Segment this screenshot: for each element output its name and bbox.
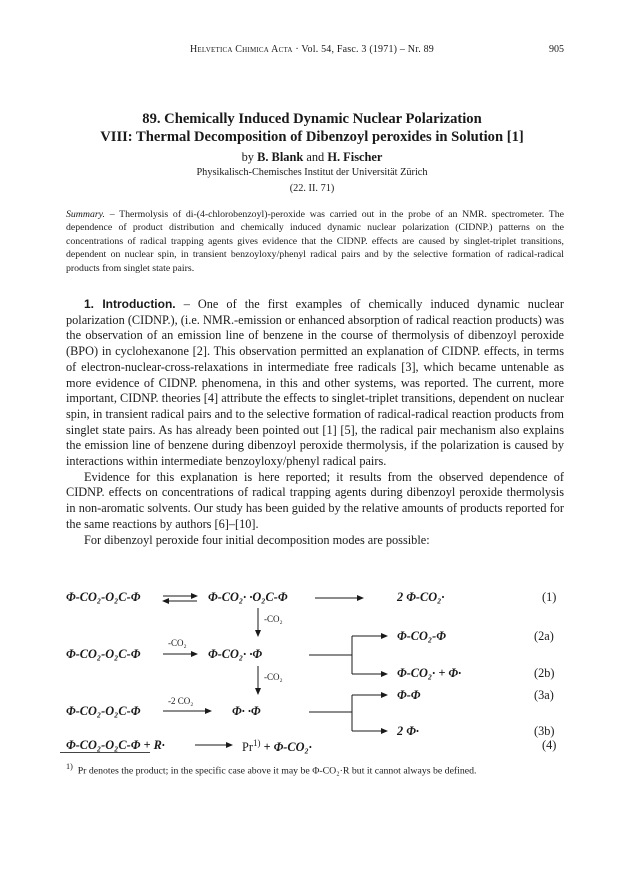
by-label: by <box>241 150 258 164</box>
summary-label: Summary. <box>66 209 105 220</box>
eq-number-3a: (3a) <box>534 688 554 702</box>
author-1: B. Blank <box>257 150 304 164</box>
reaction-3a-product: Φ-Φ <box>397 688 421 702</box>
reaction-3-label: -2 CO₂ <box>168 696 194 706</box>
reaction-2-reactant: Φ-CO₂-O₂C-Φ <box>66 647 141 661</box>
reaction-1-radical-pair: Φ-CO₂· ·O₂C-Φ <box>208 590 288 604</box>
reaction-3b-product: 2 Φ· <box>397 724 419 738</box>
reaction-4-reactants: Φ-CO₂-O₂C-Φ + R· <box>66 738 165 752</box>
product-symbol: Pr <box>242 740 253 755</box>
summary-text: – Thermolysis of di-(4-chlorobenzoyl)-peroxide was carried out in the probe of an NMR. spectrometer. The dependence of product distribution and chemically induced dynamic nuclear polarization (CIDNP.) patterns on the concentrations of radical trapping agents gives evidence that the CIDNP. effects are caused by singlet-triplet transitions, dependent on nuclear spin, in transient benzoyloxy/phenyl radical pairs and by the selective formation of radical-radical products from singlet state pairs. <box>66 209 564 274</box>
reaction-2-label: -CO₂ <box>168 638 187 648</box>
footnote-ref: 1) <box>252 738 261 748</box>
title-line-2: VIII: Thermal Decomposition of Dibenzoyl peroxides in Solution [1] <box>100 129 524 145</box>
page-number: 905 <box>549 44 564 55</box>
reaction-1-reactant: Φ-CO₂-O₂C-Φ <box>66 590 141 604</box>
eq-number-4: (4) <box>542 738 557 752</box>
reaction-2-radical-pair: Φ-CO₂· ·Φ <box>208 647 263 661</box>
reaction-3-reactant: Φ-CO₂-O₂C-Φ <box>66 704 141 718</box>
journal-issue: · Vol. 54, Fasc. 3 (1971) – Nr. 89 <box>292 44 434 55</box>
reaction-3-radical-pair: Φ· ·Φ <box>232 704 261 718</box>
reaction-1-product: 2 Φ-CO₂· <box>397 590 445 604</box>
footnote-rule <box>60 752 150 753</box>
paragraph-3: For dibenzoyl peroxide four initial decomposition modes are possible: <box>84 532 430 547</box>
down-1-label: -CO₂ <box>264 614 283 624</box>
footnote <box>66 761 564 778</box>
reaction-2a-product: Φ-CO₂-Φ <box>397 629 446 643</box>
eq-number-2a: (2a) <box>534 629 554 643</box>
journal-name: Helvetica Chimica Acta <box>190 44 293 55</box>
author-2: H. Fischer <box>327 150 383 164</box>
reaction-2b-product: Φ-CO₂· + Φ· <box>397 666 462 680</box>
reaction-4-products <box>242 738 312 755</box>
footnote-mark: 1) <box>66 762 73 771</box>
paragraph-1-text: – One of the first examples of chemically induced dynamic nuclear polarization (CIDNP.), (i.e. NMR.-emission or enhanced absorption of radical reaction products) was the observation of an emission line of benzene in the course of thermolysis of dibenzoyl peroxide (BPO) in cyclohexanone [2]. This observation permitted an explanation of CIDNP. effects, in terms of electron-nuclear-cross-relaxations in intermediate free radicals [3], which became untenable as more evidence of CIDNP. phenomena, in this and other systems, was reported. The current, more important, CIDNP. theories [4] attribute the effects to singlet-triplet transitions, dependent on nuclear spin, in transient radical pairs and to the selective formation of radical-radical reaction products from singlet state pairs. As has already been pointed out [1] [5], the radical pair mechanism also explains the emission line of benzene during dibenzoyl peroxide thermolysis, if the polarization is caused by interactions within intermediate benzoyloxy/phenyl radical pairs. <box>66 297 564 469</box>
received-date: (22. II. 71) <box>289 183 335 194</box>
and-label: and <box>303 150 328 164</box>
footnote-text: Pr denotes the product; in the specific case above it may be Φ-CO₂·R but it cannot always be defined. <box>77 765 477 777</box>
eq-number-2b: (2b) <box>534 666 555 680</box>
title-line-1: 89. Chemically Induced Dynamic Nuclear Polarization <box>142 111 482 127</box>
eq-number-3b: (3b) <box>534 724 555 738</box>
institute: Physikalisch-Chemisches Institut der Universität Zürich <box>196 167 428 178</box>
down-2-label: -CO₂ <box>264 672 283 682</box>
eq-number-1: (1) <box>542 590 557 604</box>
paragraph-2: Evidence for this explanation is here reported; it results from the observed dependence of CIDNP. effects on concentrations of radical trapping agents during dibenzoyl peroxide thermolysis in non-aromatic solvents. Our study has been guided by the relative amounts of products reported for the same reactions by authors [6]–[10]. <box>66 469 564 531</box>
reaction-4-radical: + Φ-CO₂· <box>260 740 312 755</box>
section-heading: 1. Introduction. <box>84 297 176 311</box>
